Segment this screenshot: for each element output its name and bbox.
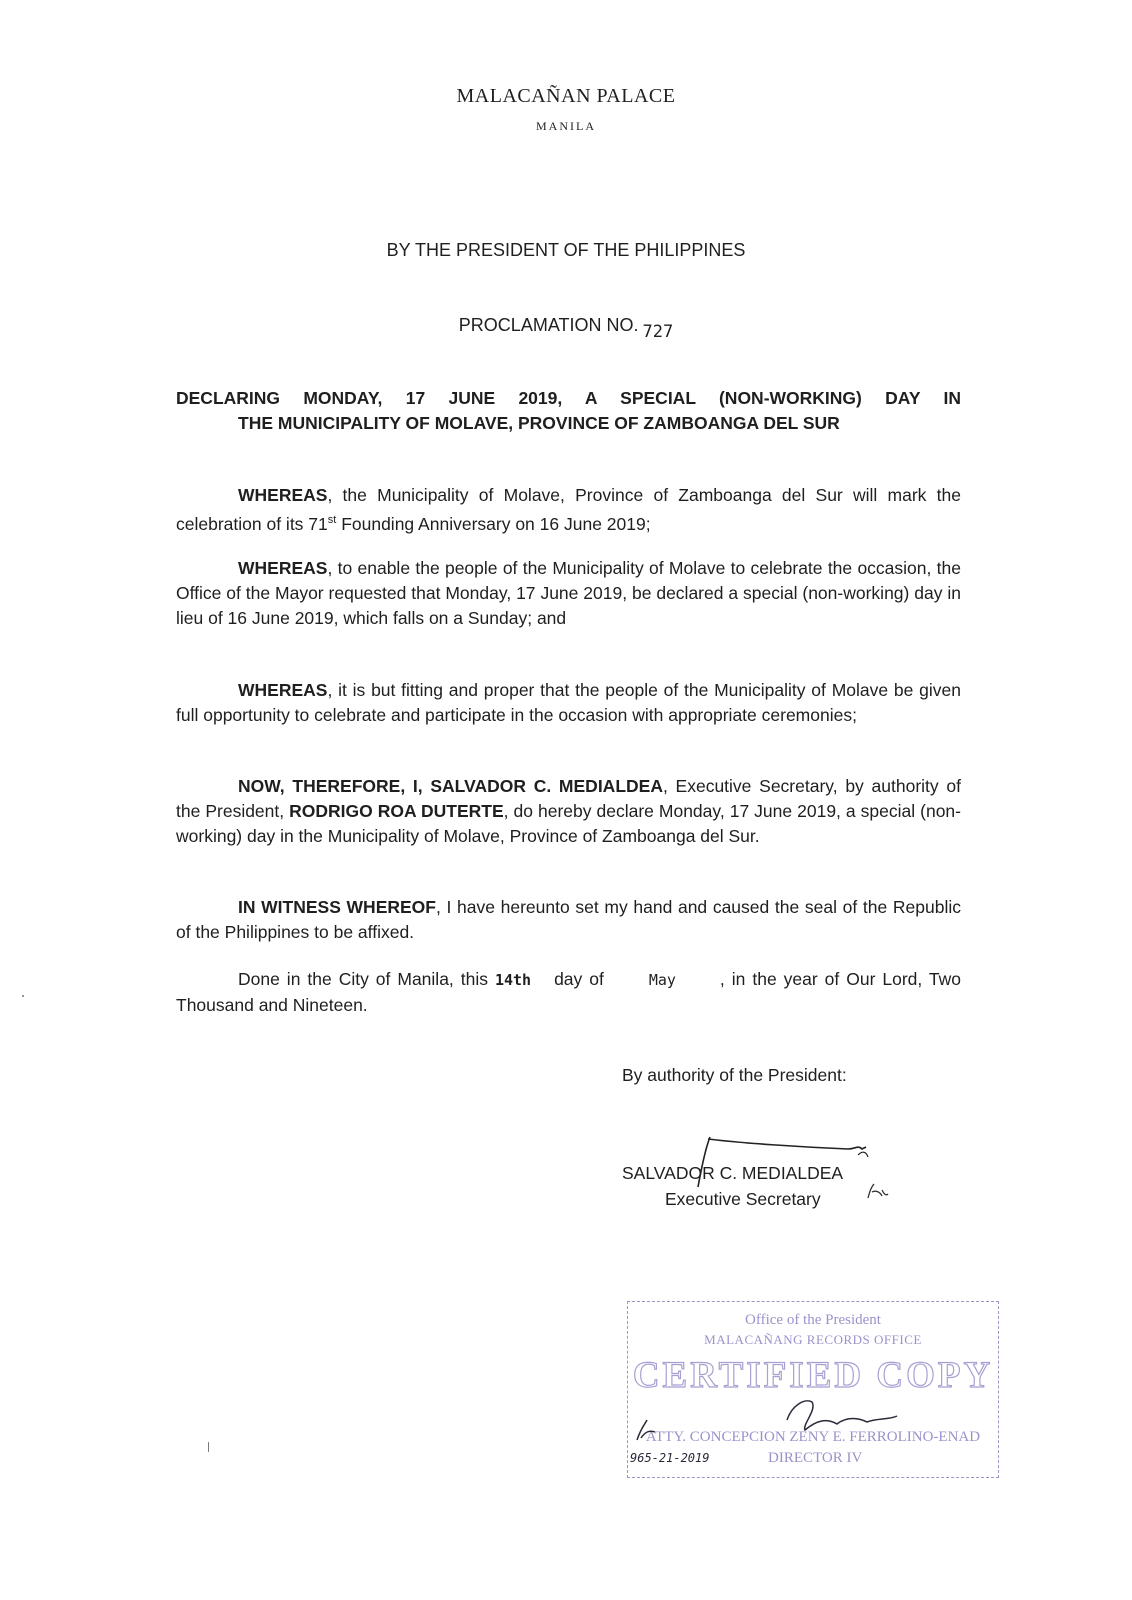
paragraph-text: , in the year of Our Lord, Two Thousand and Nineteen. — [176, 969, 962, 1015]
scan-speck — [22, 995, 24, 997]
proclamation-label: PROCLAMATION NO. — [458, 315, 639, 335]
paragraph-text: Founding Anniversary on 16 June 2019; — [336, 513, 651, 534]
scan-speck — [208, 1442, 209, 1452]
witness-lead: IN WITNESS WHEREOF — [238, 897, 436, 917]
title-line-2: THE MUNICIPALITY OF MOLAVE, PROVINCE OF ZAMBOANGA DEL SUR — [238, 413, 840, 433]
signatory-position: Executive Secretary — [665, 1189, 821, 1209]
whereas-paragraph-2 — [176, 556, 961, 631]
paragraph-text: , do hereby declare Monday, 17 June 2019, a special (non-working) day in the Municipality of Molave, Province of Zamboanga del Sur. — [176, 801, 961, 846]
proclamation-number: 727 — [642, 322, 674, 342]
paragraph-text: day of — [547, 969, 611, 989]
stamp-certified-copy: CERTIFIED COPY — [632, 1355, 994, 1396]
therefore-lead: NOW, THEREFORE, I, SALVADOR C. MEDIALDEA — [238, 776, 663, 796]
stamp-records-office: MALACAÑANG RECORDS OFFICE — [704, 1332, 922, 1347]
stamp-officer-title: DIRECTOR IV — [768, 1450, 863, 1466]
paragraph-text: , the Municipality of Molave, Province of Zamboanga del Sur will mark the celebration of its 71 — [176, 485, 961, 534]
date-day: 14th — [494, 971, 532, 989]
paragraph-text: , to enable the people of the Municipality of Molave to celebrate the occasion, the Office of the Mayor requested that Monday, 17 June 2019, be declared a special (non-working) day in lieu of 16 June 2019, which falls on a Sunday; and — [176, 558, 961, 628]
stamp-handwritten-date: 965-21-2019 — [630, 1451, 710, 1465]
title-line-1: DECLARING MONDAY, 17 JUNE 2019, A SPECIAL (NON-WORKING) DAY IN — [176, 388, 961, 408]
authority-line: By authority of the President: — [622, 1065, 847, 1085]
stamp-office: Office of the President — [745, 1312, 881, 1328]
stamp-officer-name: ATTY. CONCEPCION ZENY E. FERROLINO-ENAD — [645, 1429, 981, 1445]
paragraph-text: Done in the City of Manila, this — [238, 969, 495, 989]
paragraph-text: , Executive Secretary, by authority of the President, — [176, 776, 961, 821]
whereas-paragraph-3 — [176, 678, 961, 728]
witness-paragraph — [176, 895, 961, 945]
whereas-lead: WHEREAS — [238, 680, 328, 700]
whereas-paragraph-1 — [176, 483, 961, 537]
paragraph-text: , I have hereunto set my hand and caused the seal of the Republic of the Philippines to be affixed. — [176, 897, 961, 942]
paragraph-text: , it is but fitting and proper that the people of the Municipality of Molave be given full opportunity to celebrate and participate in the occasion with appropriate ceremonies; — [176, 680, 961, 725]
done-paragraph — [176, 967, 961, 1018]
president-name: RODRIGO ROA DUTERTE — [289, 801, 504, 821]
proclamation-title — [176, 386, 961, 436]
signatory-name: SALVADOR C. MEDIALDEA — [622, 1163, 844, 1183]
issuer-heading: BY THE PRESIDENT OF THE PHILIPPINES — [386, 240, 746, 260]
proclamation-heading — [0, 315, 1132, 342]
initials-mark — [862, 1180, 892, 1204]
letterhead-palace: MALACAÑAN PALACE — [456, 85, 676, 107]
whereas-lead: WHEREAS — [238, 485, 328, 505]
therefore-paragraph — [176, 774, 961, 849]
ordinal-suffix: st — [327, 514, 337, 526]
whereas-lead: WHEREAS — [238, 558, 328, 578]
stamp-handwriting — [627, 1380, 997, 1480]
letterhead-city: MANILA — [536, 119, 596, 133]
date-month: May — [648, 971, 676, 989]
